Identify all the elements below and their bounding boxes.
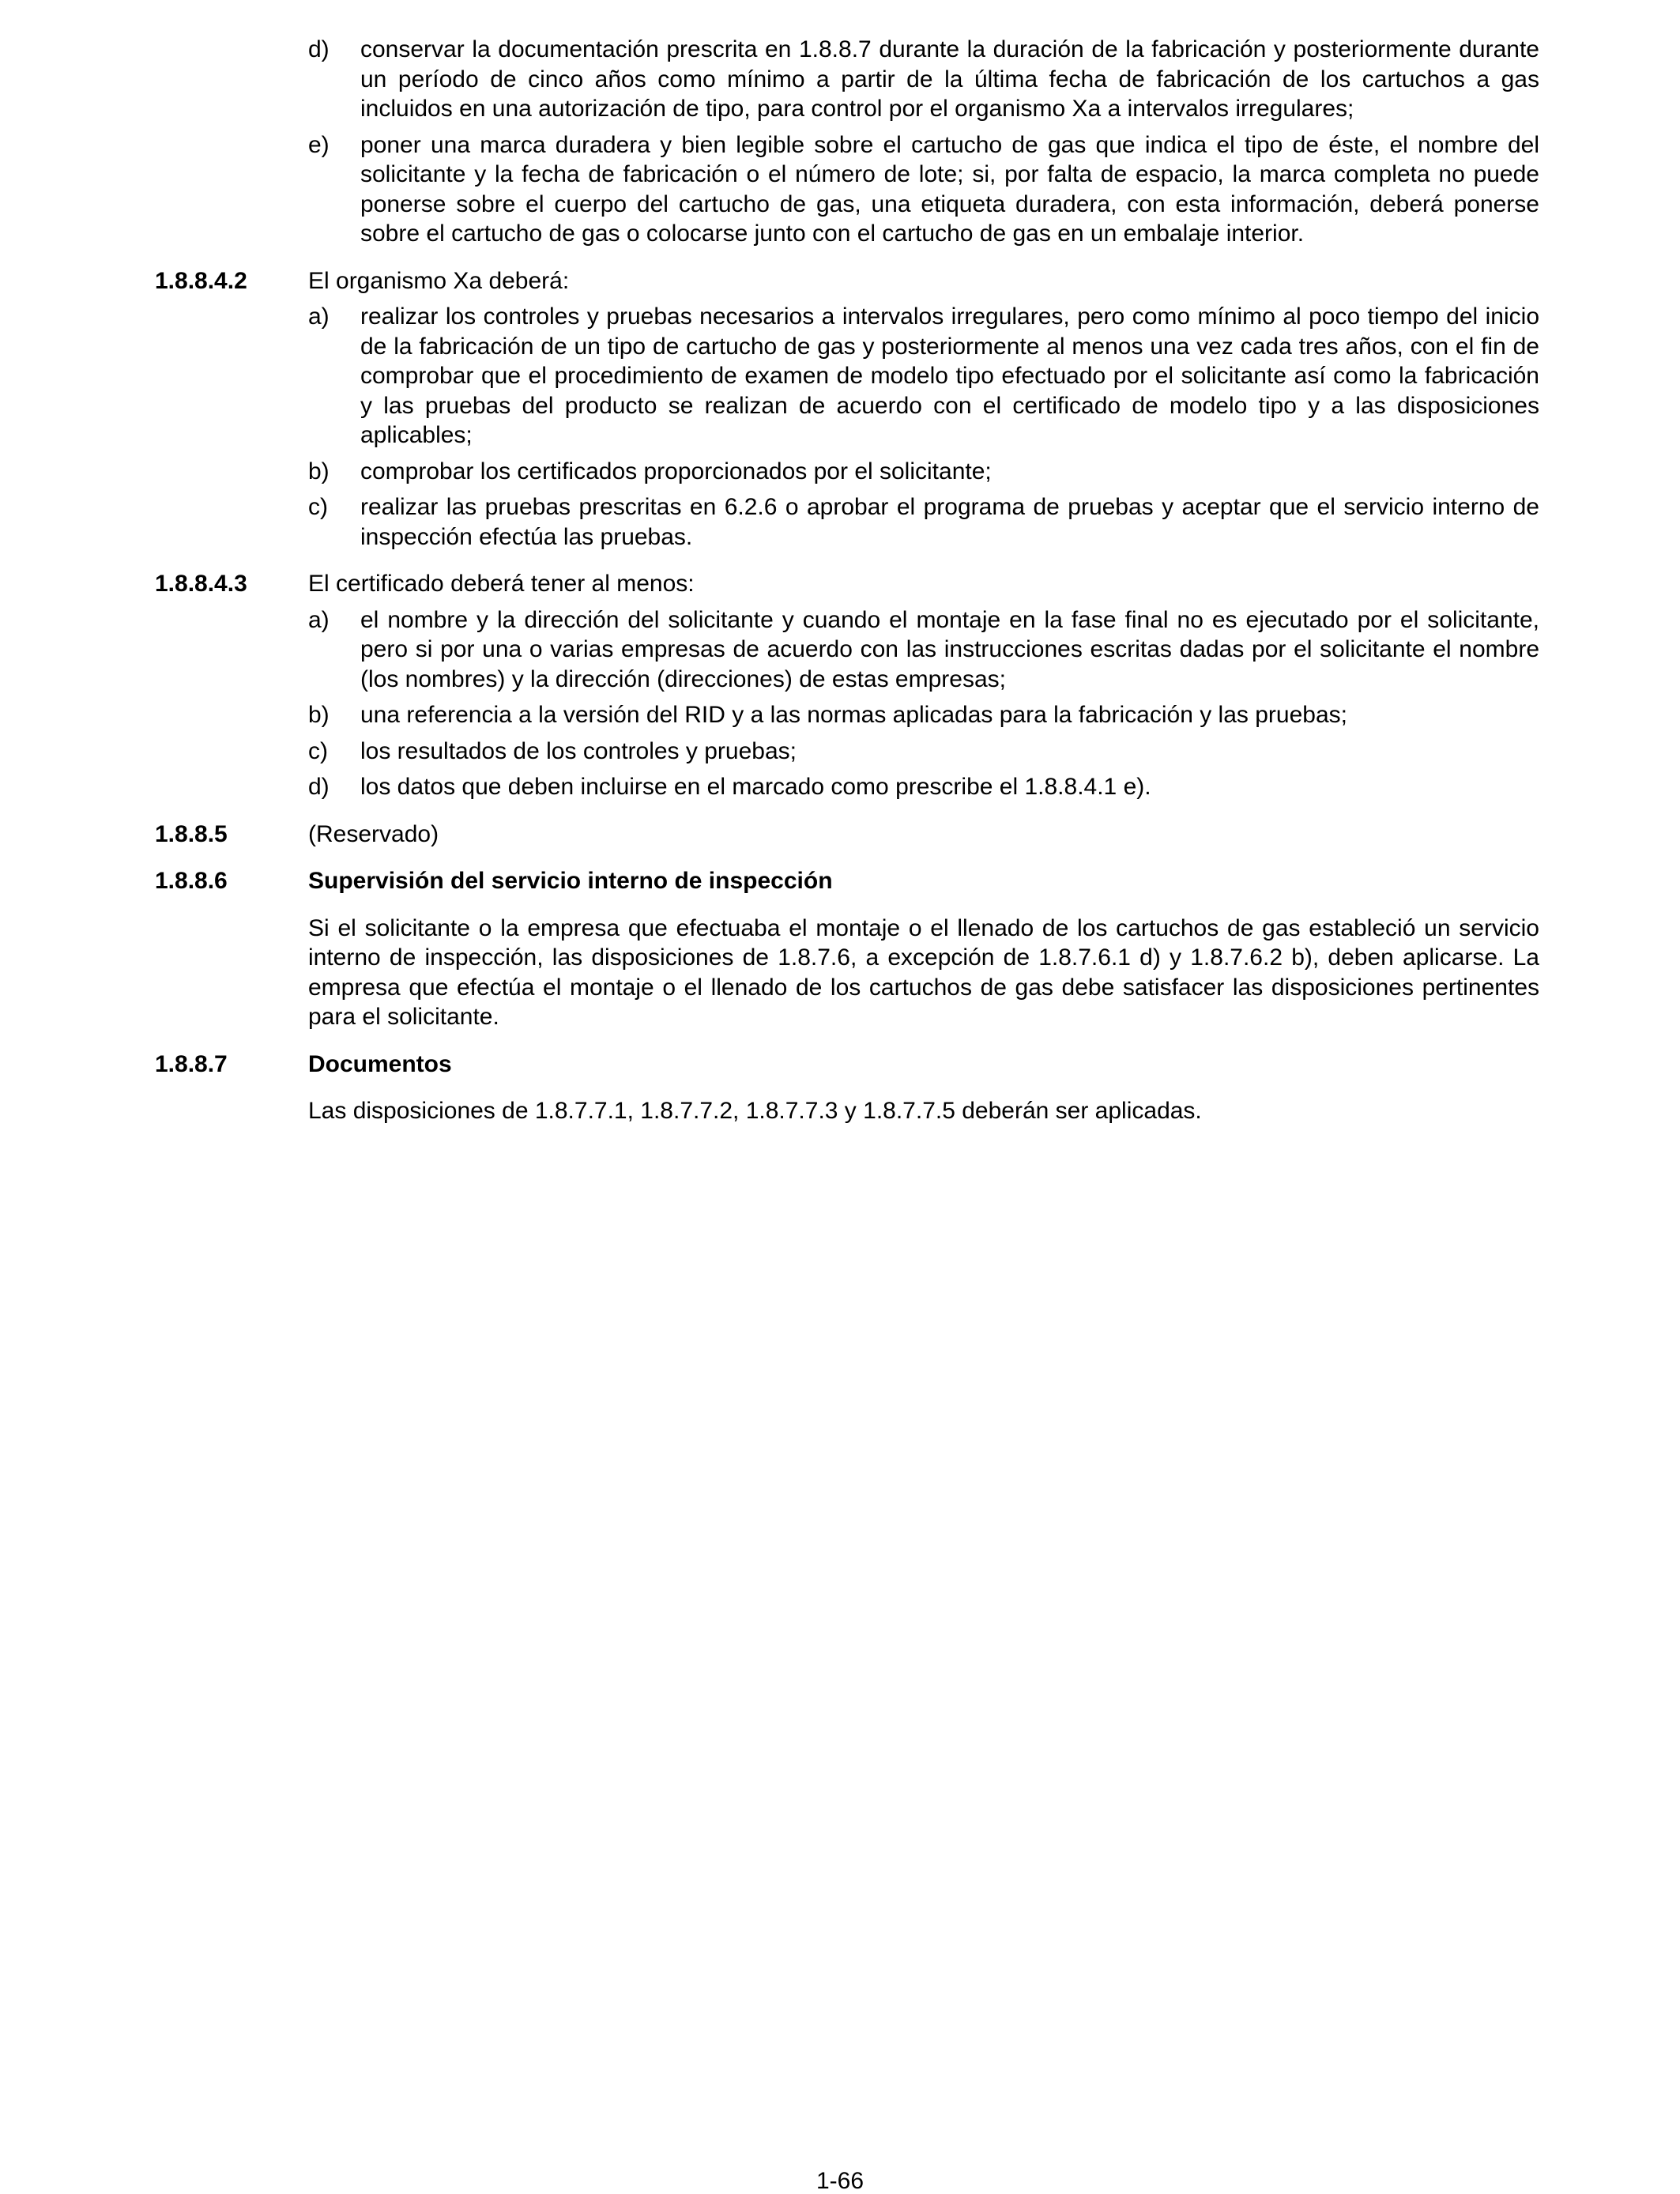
list-item-text: una referencia a la versión del RID y a las normas aplicadas para la fabricación y las pruebas;: [360, 702, 1347, 728]
list-item-label: d): [308, 774, 330, 800]
section-number: 1.8.8.7: [155, 1050, 228, 1077]
list-item: [308, 302, 1539, 450]
list-item-label: e): [308, 131, 330, 158]
section-heading: Supervisión del servicio interno de inspección: [308, 868, 833, 894]
list-item: [308, 605, 1539, 695]
section-lead: El certificado deberá tener al menos:: [308, 571, 695, 597]
section-row: [155, 820, 1539, 850]
section-1-8-8-4-3: [155, 569, 1539, 802]
list-item-text: poner una marca duradera y bien legible sobre el cartucho de gas que indica el tipo de éste, el nombre del solicitante y la fecha de fabricación o el número de lote; si, por falta de espacio, la marca completa no puede ponerse sobre el cuerpo del cartucho de gas, una etiqueta duradera, con esta información, deberá ponerse sobre el cartucho de gas o colocarse junto con el cartucho de gas en un embalaje interior.: [360, 131, 1539, 247]
list-item-label: d): [308, 36, 330, 62]
list-item: [308, 130, 1539, 249]
list-item-label: a): [308, 303, 330, 330]
list-item-text: los datos que deben incluirse en el marcado como prescribe el 1.8.8.4.1 e).: [360, 774, 1151, 800]
section-body: [308, 569, 1539, 802]
section-number: 1.8.8.6: [155, 868, 228, 894]
list-item-text: el nombre y la dirección del solicitante y cuando el montaje en la fase final no es ejecutado por el solicitante, pero si por una o varias empresas de acuerdo con las instrucciones escritas dadas por el solicitante el nombre (los nombres) y la dirección (direcciones) de estas empresas;: [360, 606, 1539, 692]
section-body: [308, 866, 1539, 1032]
section-1-8-8-6: [155, 866, 1539, 1032]
section-number: 1.8.8.5: [155, 820, 228, 847]
list-item-label: b): [308, 702, 330, 728]
section-body: [308, 820, 1539, 850]
section-row: [155, 569, 1539, 802]
list-item-label: b): [308, 458, 330, 484]
list-item-text: realizar los controles y pruebas necesarios a intervalos irregulares, pero como mínimo al poco tiempo del inicio de la fabricación de un tipo de cartucho de gas y posteriormente al menos una vez cada tres años, con el fin de comprobar que el procedimiento de examen de modelo tipo efectuado por el solicitante así como la fabricación y las pruebas del producto se realizan de acuerdo con el certificado de modelo tipo y a las disposiciones aplicables;: [360, 303, 1539, 448]
list-item-text: comprobar los certificados proporcionados por el solicitante;: [360, 458, 992, 484]
list-item: [308, 772, 1539, 802]
section-lead: El organismo Xa deberá:: [308, 267, 570, 294]
continuation-list: [308, 35, 1539, 249]
section-list: [308, 302, 1539, 552]
list-item: [308, 737, 1539, 767]
section-heading: Documentos: [308, 1050, 452, 1077]
section-number: 1.8.8.4.2: [155, 267, 247, 294]
list-item-text: realizar las pruebas prescritas en 6.2.6 o aprobar el programa de pruebas y aceptar que el servicio interno de inspección efectúa las pruebas.: [360, 494, 1539, 550]
list-item: [308, 35, 1539, 124]
list-item-text: los resultados de los controles y pruebas;: [360, 737, 797, 764]
page-number: 1-66: [816, 2168, 864, 2194]
section-number: 1.8.8.4.3: [155, 571, 247, 597]
page-content: [155, 35, 1539, 1144]
section-1-8-8-7: [155, 1050, 1539, 1126]
section-text: (Reservado): [308, 820, 439, 847]
section-row: [155, 266, 1539, 552]
list-item: [308, 457, 1539, 487]
list-item-label: a): [308, 606, 330, 633]
section-paragraph: Las disposiciones de 1.8.7.7.1, 1.8.7.7.2, 1.8.7.7.3 y 1.8.7.7.5 deberán ser aplicadas.: [308, 1098, 1202, 1124]
section-row: [155, 866, 1539, 1032]
section-list: [308, 605, 1539, 802]
section-1-8-8-4-2: [155, 266, 1539, 552]
list-item: [308, 700, 1539, 730]
continuation-row: [155, 35, 1539, 249]
list-item: [308, 492, 1539, 552]
section-paragraph: Si el solicitante o la empresa que efectuaba el montaje o el llenado de los cartuchos de gas estableció un servicio interno de inspección, las disposiciones de 1.8.7.6, a excepción de 1.8.7.6.1 d) y 1.8.7.6.2 b), deben aplicarse. La empresa que efectúa el montaje o el llenado de los cartuchos de gas debe satisfacer las disposiciones pertinentes para el solicitante.: [308, 914, 1539, 1030]
continuation-body: [308, 35, 1539, 249]
section-1-8-8-5: [155, 820, 1539, 850]
list-item-label: c): [308, 737, 328, 764]
section-row: [155, 1050, 1539, 1126]
section-body: [308, 266, 1539, 552]
section-continuation: [155, 35, 1539, 249]
section-body: [308, 1050, 1539, 1126]
list-item-text: conservar la documentación prescrita en 1.8.8.7 durante la duración de la fabricación y posteriormente durante un período de cinco años como mínimo a partir de la última fecha de fabricación de los cartuchos a gas incluidos en una autorización de tipo, para control por el organismo Xa a intervalos irregulares;: [360, 36, 1539, 122]
list-item-label: c): [308, 494, 328, 520]
